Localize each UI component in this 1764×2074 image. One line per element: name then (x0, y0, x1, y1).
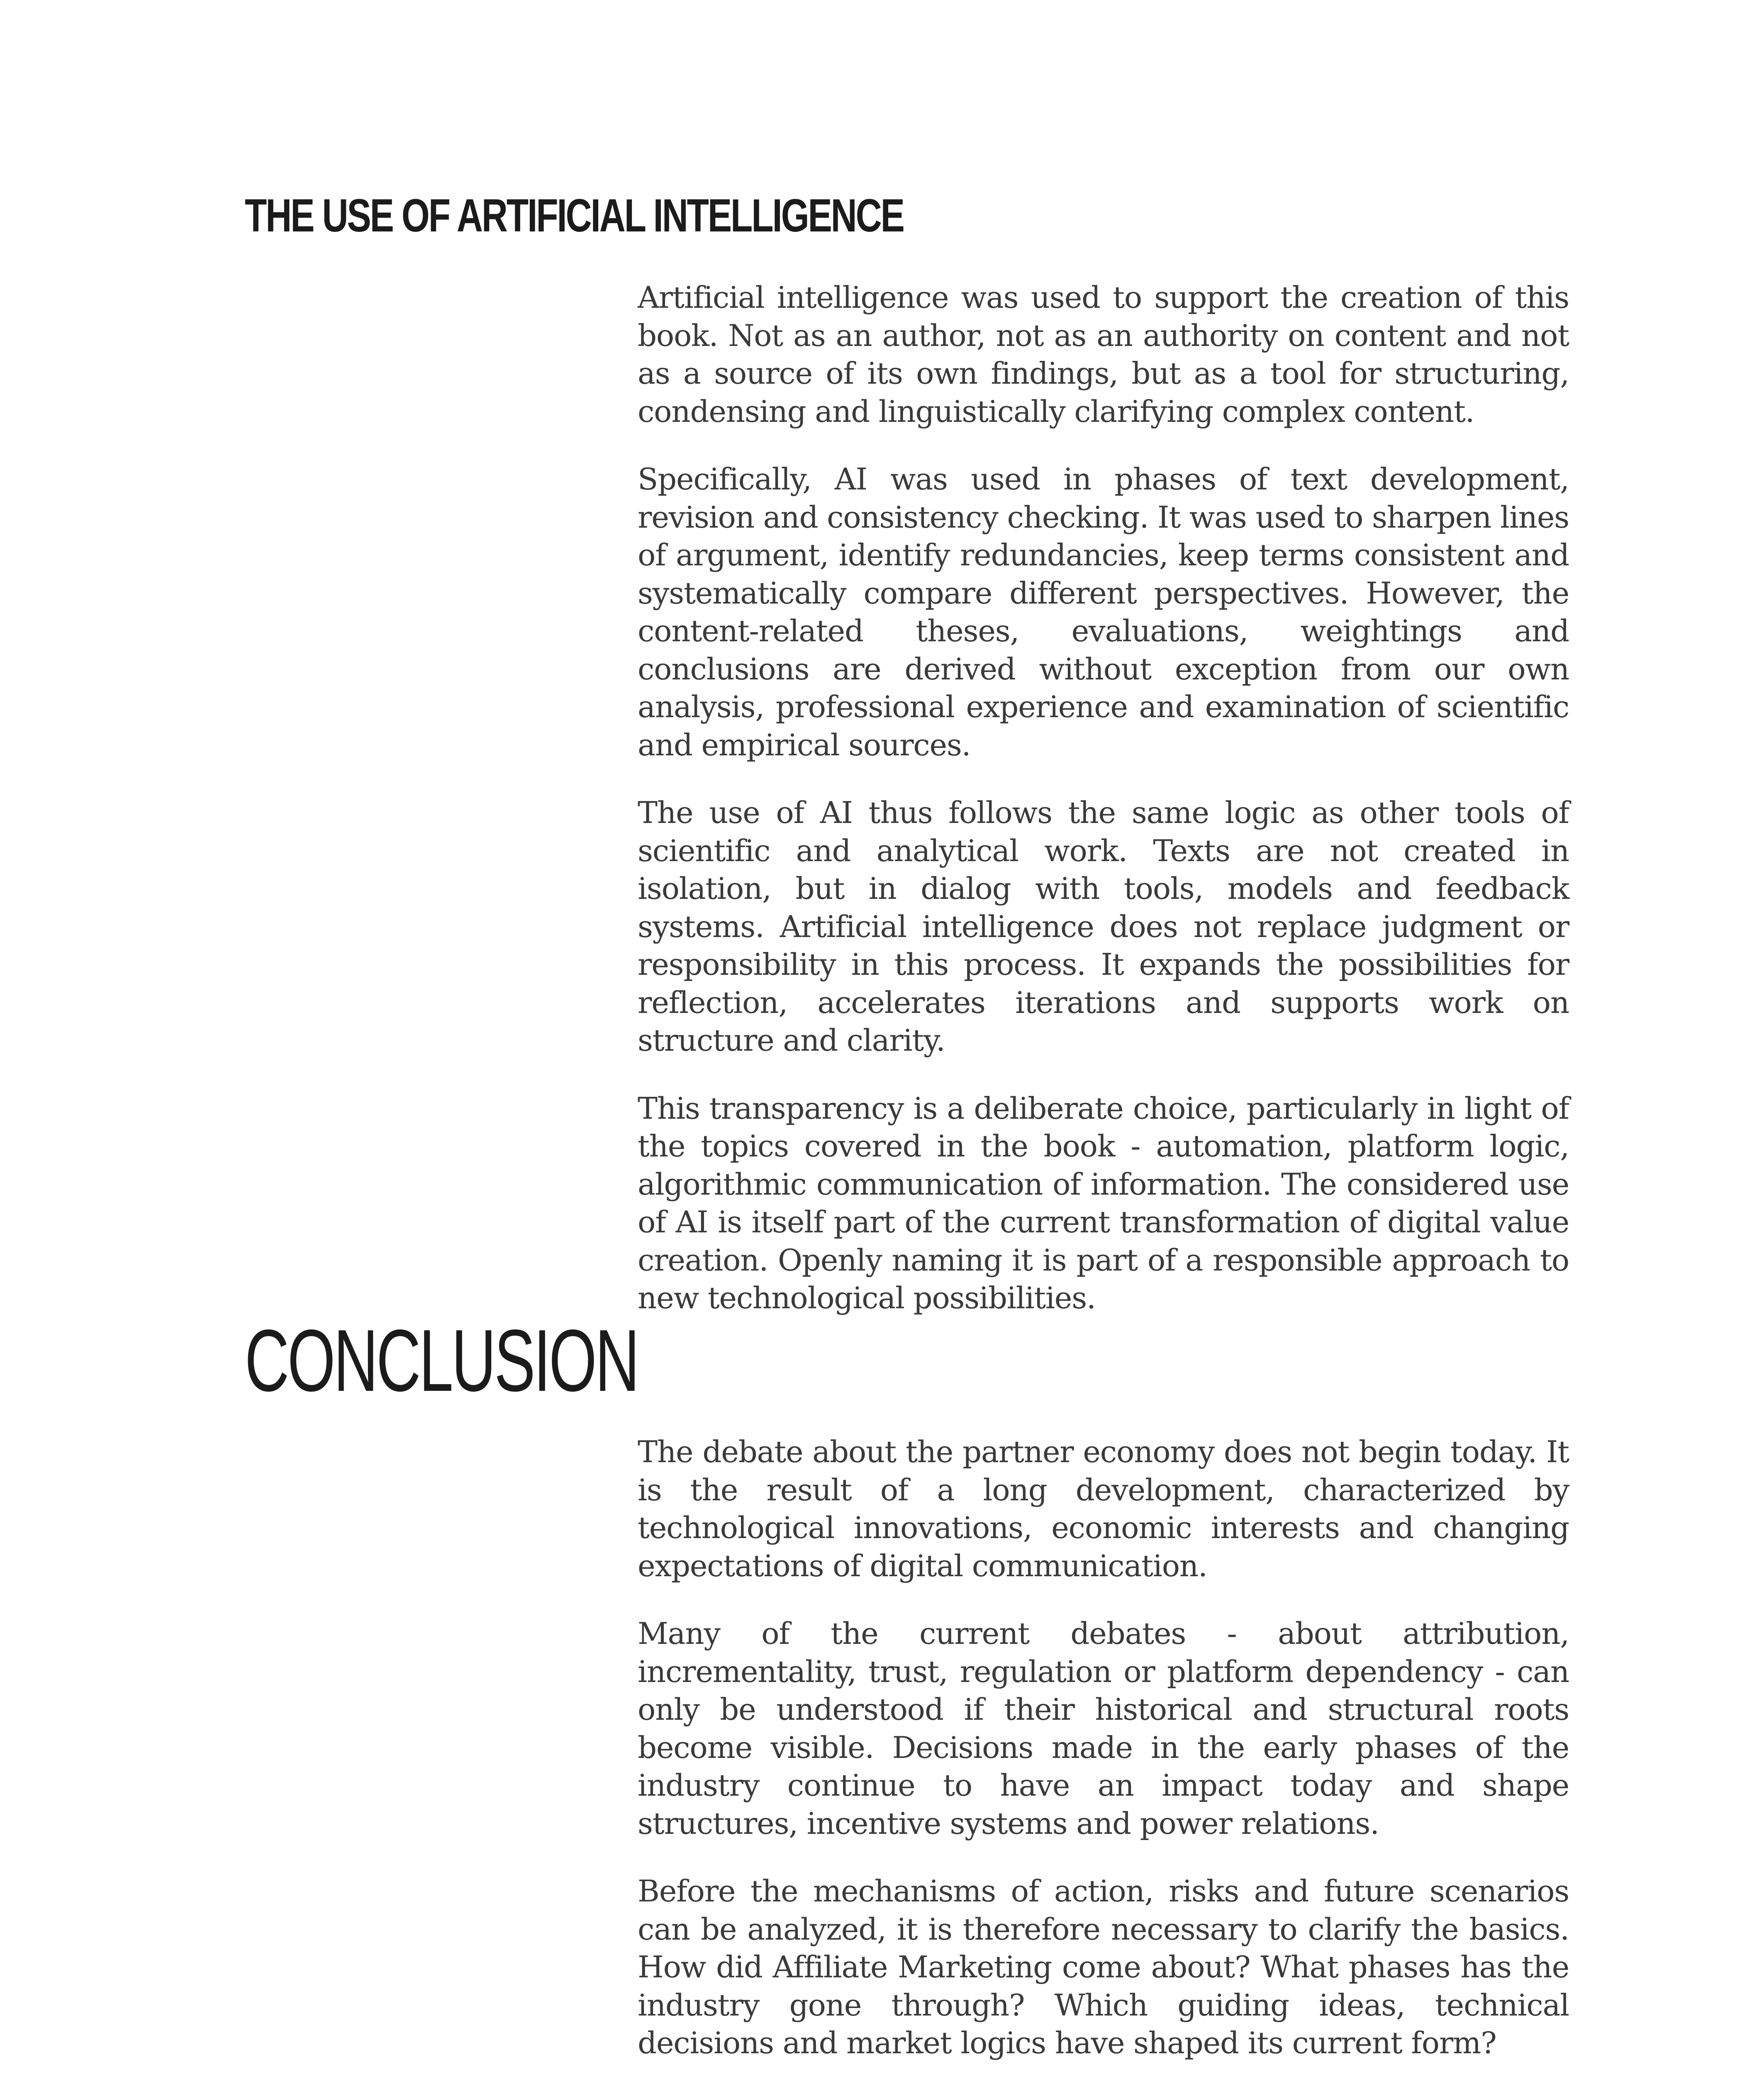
paragraph: Many of the current debates - about attribution, incrementality, trust, regulation or platform dependency - can only be understood if their historical and structural roots become visible. Decisions made in the early phases of the industry continue to have an impact today and shape structures, incentive systems and power relations. (638, 1616, 1569, 1841)
section-body-conclusion (638, 1433, 1569, 2074)
section-heading-ai: THE USE OF ARTIFICIAL INTELLIGENCE (245, 190, 904, 241)
section-body-ai (638, 279, 1569, 1347)
paragraph: The use of AI thus follows the same logic as other tools of scientific and analytical work. Texts are not created in isolation, but in dialog with tools, models and feedback systems. Artificial intelligence does not replace judgment or responsibility in this process. It expands the possibilities for reflection, accelerates iterations and supports work on structure and clarity. (638, 795, 1569, 1058)
paragraph: This transparency is a deliberate choice, particularly in light of the topics covered in the book - automation, platform logic, algorithmic communication of information. The considered use of AI is itself part of the current transformation of digital value creation. Openly naming it is part of a responsible approach to new technological possibilities. (638, 1091, 1569, 1315)
paragraph: Specifically, AI was used in phases of text development, revision and consistency checking. It was used to sharpen lines of argument, identify redundancies, keep terms consistent and systematically compare different perspectives. However, the content-related theses, evaluations, weightings and conclusions are derived without exception from our own analysis, professional experience and examination of scientific and empirical sources. (638, 462, 1569, 762)
paragraph: Before the mechanisms of action, risks and future scenarios can be analyzed, it is therefore necessary to clarify the basics. How did Affiliate Marketing come about? What phases has the industry gone through? Which guiding ideas, technical decisions and market logics have shaped its current form? (638, 1874, 1569, 2060)
section-heading-conclusion: CONCLUSION (245, 1311, 638, 1409)
paragraph: Artificial intelligence was used to support the creation of this book. Not as an author, not as an authority on content and not as a source of its own findings, but as a tool for structuring, condensing and linguistically clarifying complex content. (638, 280, 1569, 429)
paragraph: The debate about the partner economy does not begin today. It is the result of a long development, characterized by technological innovations, economic interests and changing expectations of digital communication. (638, 1434, 1569, 1583)
